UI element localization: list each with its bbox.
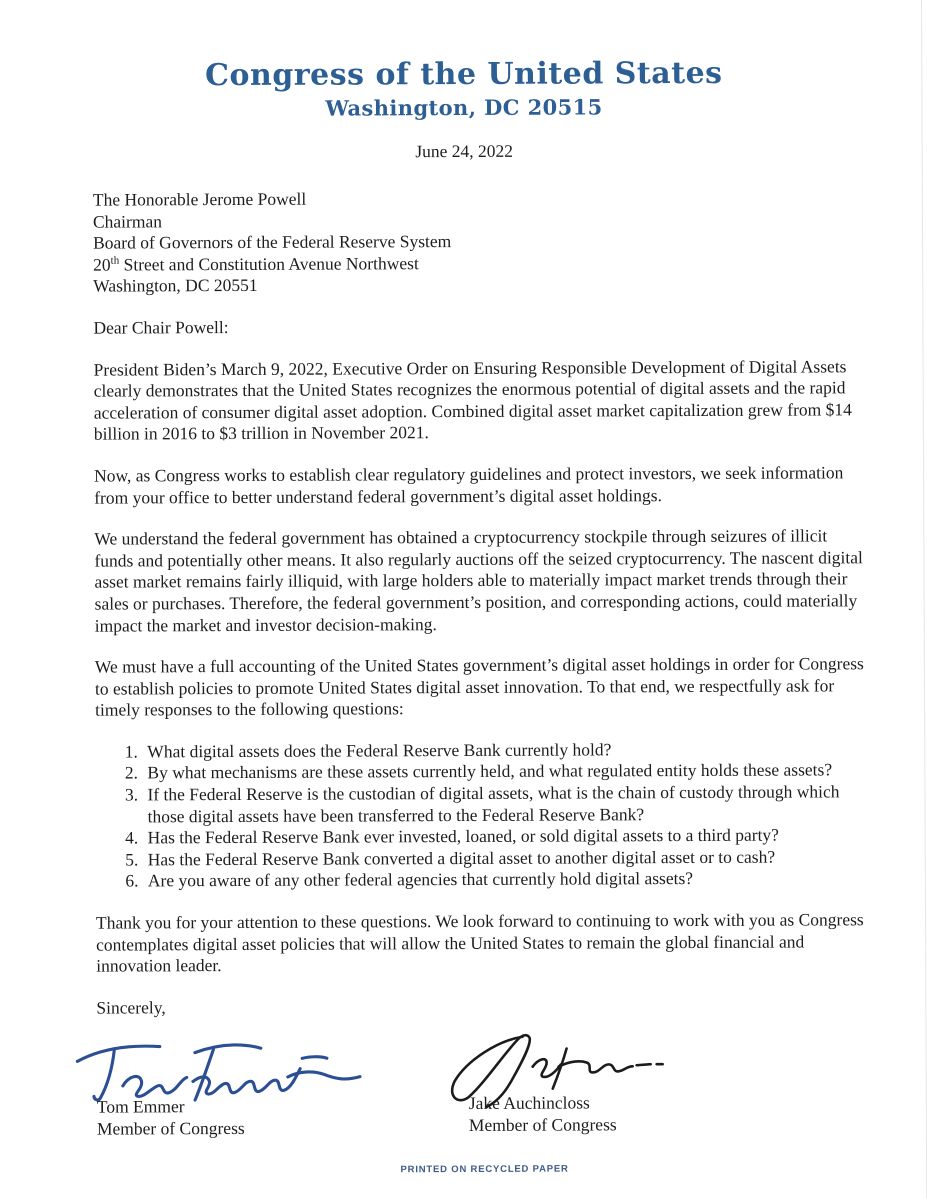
closing-paragraph: Thank you for your attention to these questions. We look forward to continuing to work with you as Congress contemplates digital asset policies that will allow the United States to remain the global financial and innovation leader.: [95, 909, 864, 976]
body-paragraph-1: President Biden’s March 9, 2022, Executive Order on Ensuring Responsible Development of Digital Assets clearly demonstrates that the United States recognizes the enormous potential of digital assets and the rapid acceleration of consumer digital asset adoption. Combined digital asset market capitalization grew from $14 billion in 2016 to $3 trillion in November 2021.: [93, 355, 852, 444]
letterhead-organization: Congress of the United States: [205, 55, 723, 94]
recipient-organization: Board of Governors of the Federal Reserve System: [93, 231, 452, 253]
street-rest: Street and Constitution Avenue Northwest: [119, 252, 419, 275]
signature-block-auchincloss: [426, 1029, 666, 1137]
signer-info: [469, 1093, 667, 1137]
letterhead: [0, 0, 927, 122]
question-item-1: 1. What digital assets does the Federal Reserve Bank currently hold?: [142, 738, 870, 763]
signer-name: Jake Auchincloss: [468, 1092, 590, 1114]
street-ordinal: th: [110, 254, 120, 267]
question-item-2: 2. By what mechanisms are these assets currently held, and what regulated entity holds these assets?: [142, 760, 870, 785]
body-paragraph-2: Now, as Congress works to establish clear regulatory guidelines and protect investors, we seek information from your office to better understand federal government’s digital asset holdings.: [94, 462, 844, 508]
body-paragraph-4: We must have a full accounting of the United States government’s digital asset holdings in order for Congress to establish policies to promote United States digital asset innovation. To that end, we respectfully ask for timely responses to the following questions:: [94, 653, 864, 720]
question-item-4: 4. Has the Federal Reserve Bank ever invested, loaned, or sold digital assets to a third party?: [143, 824, 871, 849]
recipient-title: Chairman: [92, 210, 163, 232]
question-item-5: 5. Has the Federal Reserve Bank converted a digital asset to another digital asset or to cash?: [143, 846, 871, 871]
question-item-6: 6. Are you aware of any other federal agencies that currently hold digital assets?: [143, 868, 871, 893]
valediction: Sincerely,: [96, 997, 166, 1018]
signer-info: [97, 1096, 369, 1140]
salutation: Dear Chair Powell:: [93, 316, 229, 338]
recycled-paper-notice: PRINTED ON RECYCLED PAPER: [400, 1163, 569, 1176]
recipient-name: The Honorable Jerome Powell: [92, 188, 307, 210]
signer-name: Tom Emmer: [96, 1096, 185, 1118]
letterhead-city: Washington, DC 20515: [325, 94, 603, 121]
signature-block-emmer: [69, 1038, 369, 1140]
signer-title: Member of Congress: [468, 1114, 617, 1135]
recipient-city: Washington, DC 20551: [93, 275, 258, 296]
questions-list: [95, 738, 871, 893]
letter-body: [1, 186, 927, 1183]
street-number: 20: [93, 254, 111, 275]
recipient-block: [93, 186, 868, 297]
body-paragraph-3: We understand the federal government has obtained a cryptocurrency stockpile through seizures of illicit funds and potentially other means. It also regularly auctions off the seized cryptocurrency. The nascent digital asset market remains fairly illiquid, with large holders able to materially impact market trends through their sales or purchases. Therefore, the federal government’s position, and corresponding actions, could materially impact the market and investor decision-making.: [94, 525, 863, 636]
question-item-3: 3. If the Federal Reserve is the custodian of digital assets, what is the chain of custody through which those digital assets have been transferred to the Federal Reserve Bank?: [142, 781, 870, 827]
signature-area: [97, 1036, 872, 1151]
signer-title: Member of Congress: [96, 1117, 245, 1139]
letter-date: June 24, 2022: [415, 140, 514, 162]
